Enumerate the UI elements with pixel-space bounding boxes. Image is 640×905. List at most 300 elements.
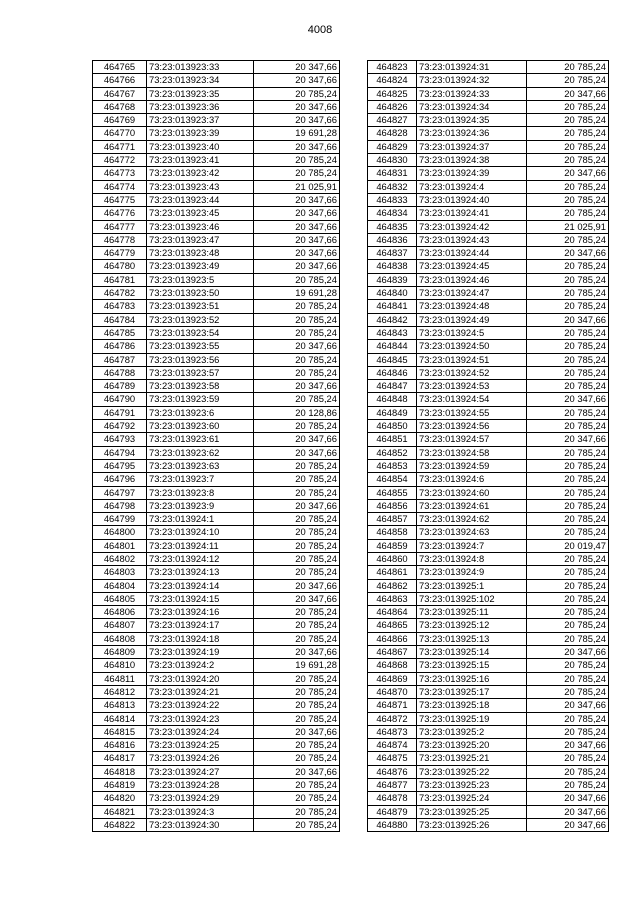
table-row	[368, 779, 609, 792]
value-cell: 20 785,24	[254, 792, 340, 805]
cadastral-number-cell: 73:23:013923:54	[147, 326, 254, 339]
value-cell: 20 785,24	[527, 752, 609, 765]
record-number-cell: 464812	[93, 685, 147, 698]
table-row	[93, 539, 340, 552]
record-number-cell: 464867	[368, 646, 417, 659]
value-cell: 20 785,24	[254, 632, 340, 645]
cadastral-number-cell: 73:23:013923:9	[147, 499, 254, 512]
cadastral-number-cell: 73:23:013924:47	[417, 287, 527, 300]
record-number-cell: 464836	[368, 233, 417, 246]
cadastral-number-cell: 73:23:013924:14	[147, 579, 254, 592]
table-row	[93, 180, 340, 193]
value-cell: 20 785,24	[254, 300, 340, 313]
record-number-cell: 464858	[368, 526, 417, 539]
value-cell: 20 785,24	[254, 552, 340, 565]
record-number-cell: 464829	[368, 140, 417, 153]
record-number-cell: 464820	[93, 792, 147, 805]
cadastral-number-cell: 73:23:013924:45	[417, 260, 527, 273]
cadastral-number-cell: 73:23:013923:46	[147, 220, 254, 233]
cadastral-number-cell: 73:23:013924:57	[417, 433, 527, 446]
record-number-cell: 464821	[93, 805, 147, 818]
table-row	[368, 513, 609, 526]
cadastral-number-cell: 73:23:013923:58	[147, 380, 254, 393]
record-number-cell: 464855	[368, 486, 417, 499]
cadastral-number-cell: 73:23:013925:102	[417, 592, 527, 605]
table-row	[368, 499, 609, 512]
table-row	[93, 606, 340, 619]
table-row	[93, 646, 340, 659]
table-row	[368, 154, 609, 167]
cadastral-number-cell: 73:23:013924:13	[147, 566, 254, 579]
cadastral-number-cell: 73:23:013924:36	[417, 127, 527, 140]
table-row	[368, 167, 609, 180]
value-cell: 20 785,24	[527, 712, 609, 725]
cadastral-number-cell: 73:23:013925:13	[417, 632, 527, 645]
value-cell: 20 785,24	[254, 526, 340, 539]
record-number-cell: 464809	[93, 646, 147, 659]
table-row	[93, 233, 340, 246]
value-cell: 20 347,66	[254, 579, 340, 592]
value-cell: 20 785,24	[527, 473, 609, 486]
table-row	[93, 287, 340, 300]
record-number-cell: 464880	[368, 818, 417, 831]
cadastral-number-cell: 73:23:013924:26	[147, 752, 254, 765]
table-row	[93, 685, 340, 698]
cadastral-number-cell: 73:23:013924:23	[147, 712, 254, 725]
cadastral-number-cell: 73:23:013924:8	[417, 552, 527, 565]
table-row	[93, 433, 340, 446]
table-row	[93, 154, 340, 167]
value-cell: 20 347,66	[254, 207, 340, 220]
value-cell: 20 347,66	[254, 499, 340, 512]
record-number-cell: 464813	[93, 699, 147, 712]
table-row	[93, 207, 340, 220]
table-row	[93, 406, 340, 419]
cadastral-number-cell: 73:23:013924:25	[147, 739, 254, 752]
record-number-cell: 464816	[93, 739, 147, 752]
table-row	[368, 579, 609, 592]
record-number-cell: 464767	[93, 87, 147, 100]
table-row	[93, 765, 340, 778]
value-cell: 20 785,24	[527, 579, 609, 592]
value-cell: 20 785,24	[527, 459, 609, 472]
value-cell: 20 785,24	[527, 233, 609, 246]
record-number-cell: 464799	[93, 513, 147, 526]
cadastral-number-cell: 73:23:013924:62	[417, 513, 527, 526]
cadastral-number-cell: 73:23:013923:37	[147, 114, 254, 127]
record-number-cell: 464792	[93, 420, 147, 433]
record-number-cell: 464826	[368, 100, 417, 113]
record-number-cell: 464773	[93, 167, 147, 180]
value-cell: 20 785,24	[254, 366, 340, 379]
record-number-cell: 464769	[93, 114, 147, 127]
record-number-cell: 464784	[93, 313, 147, 326]
table-row	[368, 606, 609, 619]
value-cell: 20 347,66	[254, 340, 340, 353]
cadastral-number-cell: 73:23:013925:16	[417, 672, 527, 685]
cadastral-number-cell: 73:23:013924:48	[417, 300, 527, 313]
value-cell: 20 785,24	[527, 725, 609, 738]
cadastral-number-cell: 73:23:013924:7	[417, 539, 527, 552]
table-row	[93, 739, 340, 752]
table-row	[93, 672, 340, 685]
record-number-cell: 464852	[368, 446, 417, 459]
cadastral-number-cell: 73:23:013923:34	[147, 74, 254, 87]
table-row	[368, 446, 609, 459]
cadastral-number-cell: 73:23:013924:4	[417, 180, 527, 193]
cadastral-number-cell: 73:23:013924:32	[417, 74, 527, 87]
cadastral-number-cell: 73:23:013924:17	[147, 619, 254, 632]
table-row	[93, 353, 340, 366]
cadastral-number-cell: 73:23:013924:30	[147, 818, 254, 831]
table-row	[93, 752, 340, 765]
table-row	[93, 366, 340, 379]
record-number-cell: 464834	[368, 207, 417, 220]
record-number-cell: 464850	[368, 420, 417, 433]
value-cell: 20 785,24	[527, 592, 609, 605]
value-cell: 20 785,24	[527, 180, 609, 193]
value-cell: 20 785,24	[254, 420, 340, 433]
record-number-cell: 464780	[93, 260, 147, 273]
cadastral-number-cell: 73:23:013924:15	[147, 592, 254, 605]
cadastral-number-cell: 73:23:013923:42	[147, 167, 254, 180]
table-row	[368, 433, 609, 446]
record-number-cell: 464845	[368, 353, 417, 366]
cadastral-number-cell: 73:23:013923:44	[147, 193, 254, 206]
cadastral-number-cell: 73:23:013923:59	[147, 393, 254, 406]
cadastral-number-cell: 73:23:013923:7	[147, 473, 254, 486]
record-number-cell: 464782	[93, 287, 147, 300]
record-number-cell: 464860	[368, 552, 417, 565]
cadastral-number-cell: 73:23:013923:6	[147, 406, 254, 419]
value-cell: 20 785,24	[527, 779, 609, 792]
value-cell: 20 785,24	[527, 353, 609, 366]
cadastral-number-cell: 73:23:013924:20	[147, 672, 254, 685]
value-cell: 20 785,24	[527, 127, 609, 140]
record-number-cell: 464870	[368, 685, 417, 698]
value-cell: 20 347,66	[254, 646, 340, 659]
record-number-cell: 464856	[368, 499, 417, 512]
cadastral-number-cell: 73:23:013924:53	[417, 380, 527, 393]
value-cell: 20 785,24	[254, 606, 340, 619]
record-number-cell: 464814	[93, 712, 147, 725]
table-row	[368, 100, 609, 113]
cadastral-number-cell: 73:23:013923:50	[147, 287, 254, 300]
value-cell: 20 347,66	[254, 725, 340, 738]
cadastral-number-cell: 73:23:013925:19	[417, 712, 527, 725]
cadastral-number-cell: 73:23:013925:21	[417, 752, 527, 765]
cadastral-number-cell: 73:23:013923:62	[147, 446, 254, 459]
record-number-cell: 464791	[93, 406, 147, 419]
table-row	[368, 646, 609, 659]
record-number-cell: 464835	[368, 220, 417, 233]
cadastral-number-cell: 73:23:013923:60	[147, 420, 254, 433]
record-number-cell: 464783	[93, 300, 147, 313]
value-cell: 20 347,66	[254, 193, 340, 206]
cadastral-number-cell: 73:23:013923:33	[147, 61, 254, 74]
table-row	[93, 473, 340, 486]
table-row	[368, 74, 609, 87]
value-cell: 20 785,24	[527, 659, 609, 672]
cadastral-number-cell: 73:23:013924:16	[147, 606, 254, 619]
table-row	[368, 725, 609, 738]
record-number-cell: 464789	[93, 380, 147, 393]
record-number-cell: 464802	[93, 552, 147, 565]
table-row	[93, 499, 340, 512]
cadastral-number-cell: 73:23:013924:19	[147, 646, 254, 659]
record-number-cell: 464824	[368, 74, 417, 87]
record-number-cell: 464801	[93, 539, 147, 552]
table-row	[368, 539, 609, 552]
value-cell: 20 347,66	[254, 74, 340, 87]
record-number-cell: 464766	[93, 74, 147, 87]
value-cell: 20 785,24	[254, 739, 340, 752]
cadastral-number-cell: 73:23:013924:43	[417, 233, 527, 246]
record-number-cell: 464875	[368, 752, 417, 765]
cadastral-number-cell: 73:23:013923:56	[147, 353, 254, 366]
value-cell: 20 347,66	[254, 260, 340, 273]
table-row	[93, 486, 340, 499]
record-number-cell: 464839	[368, 273, 417, 286]
cadastral-number-cell: 73:23:013925:20	[417, 739, 527, 752]
value-cell: 20 347,66	[527, 792, 609, 805]
record-number-cell: 464876	[368, 765, 417, 778]
cadastral-number-cell: 73:23:013924:56	[417, 420, 527, 433]
cadastral-number-cell: 73:23:013924:41	[417, 207, 527, 220]
table-row	[368, 273, 609, 286]
table-row	[93, 659, 340, 672]
cadastral-number-cell: 73:23:013924:24	[147, 725, 254, 738]
table-row	[368, 805, 609, 818]
cadastral-number-cell: 73:23:013924:1	[147, 513, 254, 526]
value-cell: 20 347,66	[527, 818, 609, 831]
cadastral-number-cell: 73:23:013923:36	[147, 100, 254, 113]
record-number-cell: 464825	[368, 87, 417, 100]
value-cell: 20 785,24	[527, 61, 609, 74]
value-cell: 20 347,66	[254, 100, 340, 113]
registry-table-right-body	[368, 61, 609, 832]
record-number-cell: 464772	[93, 154, 147, 167]
table-row	[93, 818, 340, 831]
record-number-cell: 464793	[93, 433, 147, 446]
record-number-cell: 464781	[93, 273, 147, 286]
value-cell: 20 347,66	[527, 313, 609, 326]
value-cell: 20 785,24	[527, 406, 609, 419]
table-row	[93, 87, 340, 100]
record-number-cell: 464770	[93, 127, 147, 140]
table-row	[368, 207, 609, 220]
record-number-cell: 464842	[368, 313, 417, 326]
record-number-cell: 464849	[368, 406, 417, 419]
record-number-cell: 464787	[93, 353, 147, 366]
table-row	[93, 632, 340, 645]
table-row	[93, 725, 340, 738]
cadastral-number-cell: 73:23:013925:14	[417, 646, 527, 659]
table-row	[368, 685, 609, 698]
record-number-cell: 464861	[368, 566, 417, 579]
value-cell: 20 785,24	[527, 140, 609, 153]
cadastral-number-cell: 73:23:013924:54	[417, 393, 527, 406]
table-row	[93, 340, 340, 353]
cadastral-number-cell: 73:23:013924:35	[417, 114, 527, 127]
record-number-cell: 464786	[93, 340, 147, 353]
table-row	[93, 247, 340, 260]
table-row	[93, 566, 340, 579]
record-number-cell: 464774	[93, 180, 147, 193]
value-cell: 20 785,24	[527, 154, 609, 167]
table-row	[368, 632, 609, 645]
cadastral-number-cell: 73:23:013924:3	[147, 805, 254, 818]
table-row	[368, 313, 609, 326]
record-number-cell: 464794	[93, 446, 147, 459]
value-cell: 20 785,24	[254, 167, 340, 180]
record-number-cell: 464803	[93, 566, 147, 579]
cadastral-number-cell: 73:23:013924:21	[147, 685, 254, 698]
table-row	[93, 260, 340, 273]
record-number-cell: 464837	[368, 247, 417, 260]
value-cell: 20 785,24	[527, 100, 609, 113]
record-number-cell: 464804	[93, 579, 147, 592]
cadastral-number-cell: 73:23:013924:12	[147, 552, 254, 565]
table-row	[368, 752, 609, 765]
cadastral-number-cell: 73:23:013924:33	[417, 87, 527, 100]
cadastral-number-cell: 73:23:013924:49	[417, 313, 527, 326]
cadastral-number-cell: 73:23:013924:34	[417, 100, 527, 113]
value-cell: 20 347,66	[254, 433, 340, 446]
registry-table-left-body	[93, 61, 340, 832]
registry-table-left	[92, 60, 340, 832]
record-number-cell: 464851	[368, 433, 417, 446]
record-number-cell: 464788	[93, 366, 147, 379]
cadastral-number-cell: 73:23:013923:39	[147, 127, 254, 140]
table-row	[368, 300, 609, 313]
value-cell: 20 347,66	[527, 699, 609, 712]
record-number-cell: 464776	[93, 207, 147, 220]
table-row	[93, 526, 340, 539]
record-number-cell: 464811	[93, 672, 147, 685]
cadastral-number-cell: 73:23:013924:59	[417, 459, 527, 472]
table-row	[93, 699, 340, 712]
value-cell: 20 347,66	[527, 433, 609, 446]
page-number: 4008	[307, 24, 333, 36]
value-cell: 20 785,24	[254, 699, 340, 712]
value-cell: 20 347,66	[254, 61, 340, 74]
table-row	[93, 300, 340, 313]
table-row	[93, 114, 340, 127]
cadastral-number-cell: 73:23:013923:52	[147, 313, 254, 326]
record-number-cell: 464805	[93, 592, 147, 605]
value-cell: 20 785,24	[254, 685, 340, 698]
cadastral-number-cell: 73:23:013924:38	[417, 154, 527, 167]
table-row	[93, 326, 340, 339]
value-cell: 20 785,24	[527, 486, 609, 499]
value-cell: 20 785,24	[254, 353, 340, 366]
record-number-cell: 464790	[93, 393, 147, 406]
table-row	[368, 406, 609, 419]
record-number-cell: 464768	[93, 100, 147, 113]
cadastral-number-cell: 73:23:013925:2	[417, 725, 527, 738]
record-number-cell: 464846	[368, 366, 417, 379]
record-number-cell: 464857	[368, 513, 417, 526]
value-cell: 20 785,24	[254, 513, 340, 526]
value-cell: 20 347,66	[254, 140, 340, 153]
record-number-cell: 464796	[93, 473, 147, 486]
table-row	[368, 287, 609, 300]
cadastral-number-cell: 73:23:013924:61	[417, 499, 527, 512]
value-cell: 19 691,28	[254, 287, 340, 300]
table-row	[93, 393, 340, 406]
value-cell: 20 785,24	[527, 340, 609, 353]
value-cell: 20 785,24	[527, 672, 609, 685]
cadastral-number-cell: 73:23:013923:55	[147, 340, 254, 353]
value-cell: 20 347,66	[254, 247, 340, 260]
table-row	[368, 220, 609, 233]
cadastral-number-cell: 73:23:013923:40	[147, 140, 254, 153]
value-cell: 20 785,24	[254, 779, 340, 792]
value-cell: 20 785,24	[527, 566, 609, 579]
value-cell: 20 347,66	[254, 220, 340, 233]
value-cell: 20 785,24	[254, 712, 340, 725]
value-cell: 20 347,66	[254, 233, 340, 246]
table-row	[93, 712, 340, 725]
table-row	[368, 353, 609, 366]
record-number-cell: 464863	[368, 592, 417, 605]
value-cell: 20 785,24	[254, 393, 340, 406]
value-cell: 20 347,66	[254, 592, 340, 605]
table-row	[368, 247, 609, 260]
value-cell: 20 785,24	[527, 300, 609, 313]
value-cell: 20 785,24	[254, 805, 340, 818]
value-cell: 20 785,24	[254, 273, 340, 286]
cadastral-number-cell: 73:23:013923:43	[147, 180, 254, 193]
table-row	[93, 459, 340, 472]
value-cell: 20 785,24	[254, 473, 340, 486]
cadastral-number-cell: 73:23:013924:18	[147, 632, 254, 645]
record-number-cell: 464879	[368, 805, 417, 818]
table-row	[93, 420, 340, 433]
value-cell: 20 347,66	[254, 765, 340, 778]
value-cell: 20 785,24	[527, 193, 609, 206]
table-row	[368, 127, 609, 140]
value-cell: 20 785,24	[527, 606, 609, 619]
record-number-cell: 464765	[93, 61, 147, 74]
cadastral-number-cell: 73:23:013923:49	[147, 260, 254, 273]
cadastral-number-cell: 73:23:013925:1	[417, 579, 527, 592]
record-number-cell: 464778	[93, 233, 147, 246]
table-row	[368, 380, 609, 393]
record-number-cell: 464828	[368, 127, 417, 140]
value-cell: 20 785,24	[254, 539, 340, 552]
record-number-cell: 464859	[368, 539, 417, 552]
cadastral-number-cell: 73:23:013925:17	[417, 685, 527, 698]
record-number-cell: 464777	[93, 220, 147, 233]
table-row	[93, 273, 340, 286]
record-number-cell: 464830	[368, 154, 417, 167]
value-cell: 20 785,24	[527, 326, 609, 339]
cadastral-number-cell: 73:23:013923:51	[147, 300, 254, 313]
cadastral-number-cell: 73:23:013924:31	[417, 61, 527, 74]
record-number-cell: 464807	[93, 619, 147, 632]
value-cell: 20 785,24	[527, 619, 609, 632]
value-cell: 20 785,24	[254, 326, 340, 339]
table-row	[368, 818, 609, 831]
cadastral-number-cell: 73:23:013924:39	[417, 167, 527, 180]
value-cell: 20 785,24	[254, 313, 340, 326]
table-row	[368, 712, 609, 725]
value-cell: 20 785,24	[254, 818, 340, 831]
table-row	[368, 326, 609, 339]
cadastral-number-cell: 73:23:013924:22	[147, 699, 254, 712]
